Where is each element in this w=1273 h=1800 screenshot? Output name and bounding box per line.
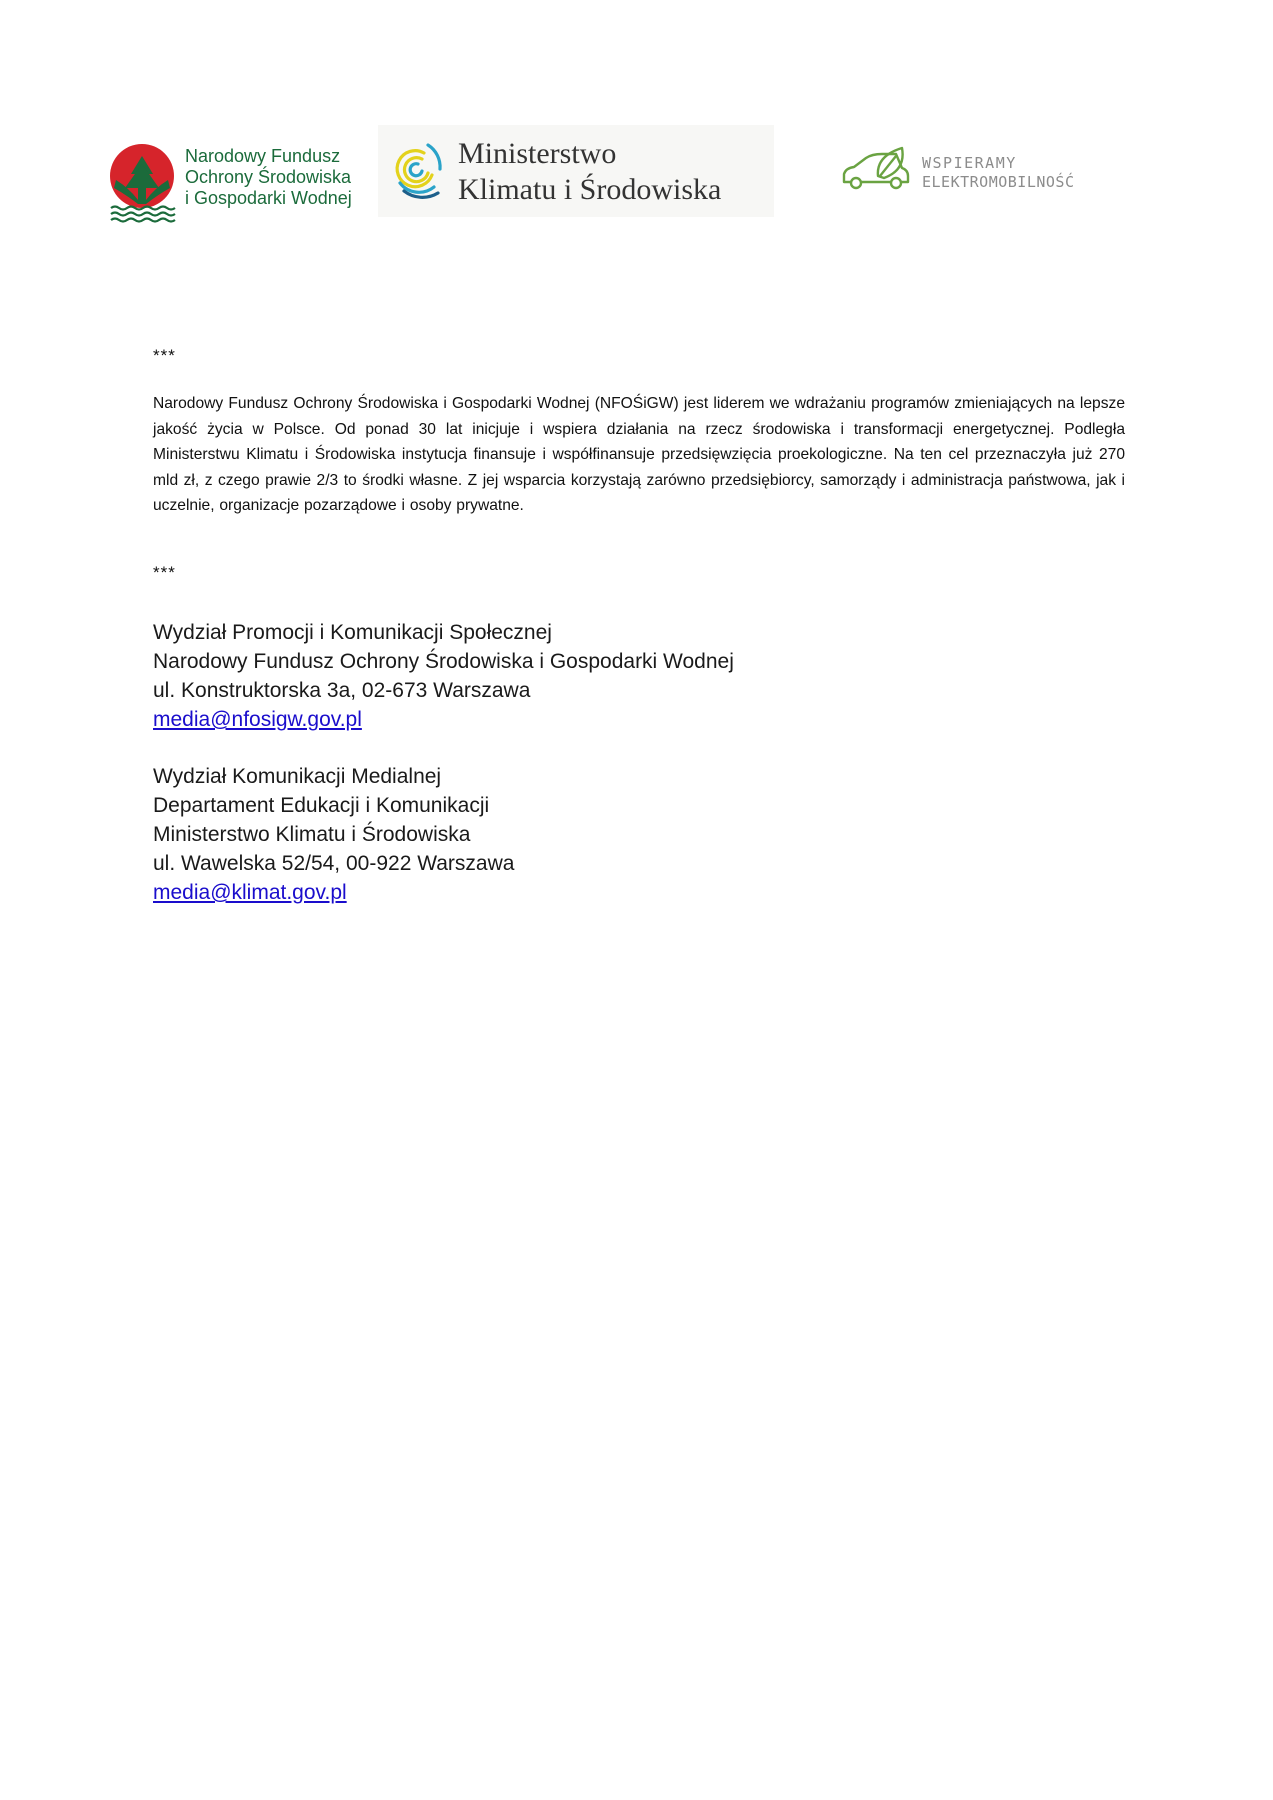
mkis-logo xyxy=(378,125,774,217)
contact-department: Wydział Promocji i Komunikacji Społecznej xyxy=(153,621,552,644)
nfosigw-emblem-waves xyxy=(111,207,175,222)
nfosigw-email-link[interactable]: media@nfosigw.gov.pl xyxy=(153,708,362,731)
contact-address: ul. Konstruktorska 3a, 02-673 Warszawa xyxy=(153,679,531,702)
nfosigw-logo-text-2: Ochrony Środowiska xyxy=(185,167,352,187)
mkis-email-link[interactable]: media@klimat.gov.pl xyxy=(153,881,347,904)
mkis-logo-text-1: Ministerstwo xyxy=(458,137,617,170)
nfosigw-logo-text-3: i Gospodarki Wodnej xyxy=(185,188,352,208)
paragraph-text: Narodowy Fundusz Ochrony Środowiska i Gospodarki Wodnej (NFOŚiGW) jest liderem we wdrażaniu programów zmieniających na lepsze jakość życia w Polsce. Od ponad 30 lat inicjuje i wspiera działania na rzecz środowiska i transformacji energetycznej. Podległa Ministerstwu Klimatu i Środowiska instytucja finansuje i współfinansuje przedsięwzięcia proekologiczne. Na ten cel przeznaczyła już 270 mld zł, z czego prawie 2/3 to środki własne. Z jej wsparcia korzystają zarówno przedsiębiorcy, samorządy i administracja państwowa, jak i uczelnie, organizacje pozarządowe i osoby prywatne. xyxy=(153,395,1125,515)
contact-block-mkis xyxy=(153,762,1125,907)
contact-block-nfosigw xyxy=(153,618,1125,734)
car-leaf-icon xyxy=(844,148,908,188)
contact-unit: Departament Edukacji i Komunikacji xyxy=(153,794,490,817)
nfosigw-logo-text-1: Narodowy Fundusz xyxy=(185,146,341,166)
contact-email-line xyxy=(153,705,1125,734)
logo-strip xyxy=(0,120,1273,230)
elektromobilnosc-logo xyxy=(840,142,1100,202)
separator-top: *** xyxy=(153,346,176,365)
contact-address: ul. Wawelska 52/54, 00-922 Warszawa xyxy=(153,852,515,875)
contact-organization: Ministerstwo Klimatu i Środowiska xyxy=(153,823,471,846)
elektro-logo-text-1: WSPIERAMY xyxy=(922,154,1017,172)
contact-email-line xyxy=(153,878,1125,907)
contact-organization: Narodowy Fundusz Ochrony Środowiska i Gospodarki Wodnej xyxy=(153,650,734,673)
nfosigw-logo xyxy=(109,140,354,225)
separator-bottom: *** xyxy=(153,563,176,582)
contact-department: Wydział Komunikacji Medialnej xyxy=(153,765,442,788)
mkis-logo-text-2: Klimatu i Środowiska xyxy=(458,173,722,206)
elektro-logo-text-2: ELEKTROMOBILNOŚĆ xyxy=(922,173,1075,191)
about-nfosigw-paragraph xyxy=(153,391,1125,519)
